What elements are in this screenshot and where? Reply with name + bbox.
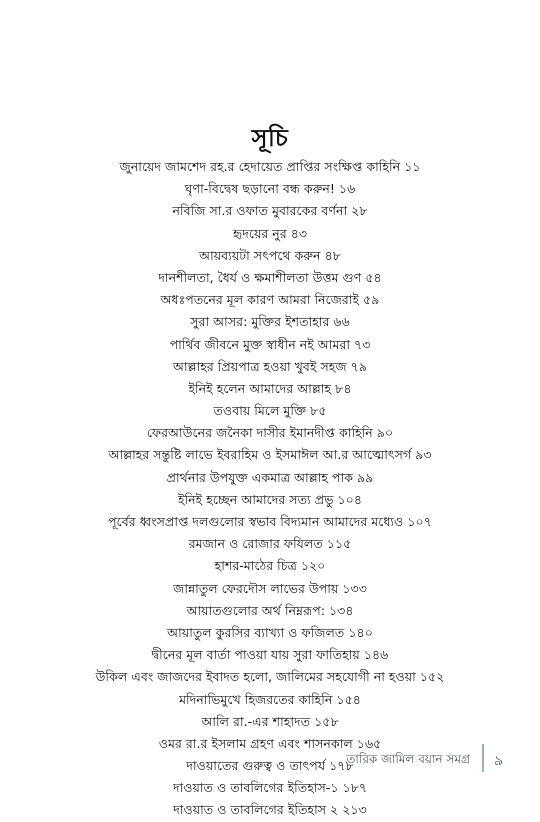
toc-entry: তওবায় মিলে মুক্তি ৮৫ <box>213 403 327 419</box>
toc-entry: প্রার্থনার উপযুক্ত একমাত্র আল্লাহ পাক ৯৯ <box>166 469 374 485</box>
toc-entry: ইনিই হলেন আমাদের আল্লাহ ৮৪ <box>188 380 352 396</box>
toc-entry: আলি রা.-এর শাহাদত ১৫৮ <box>201 713 339 729</box>
toc-entry: আয়ব্যয়টা সৎপথে করুন ৪৮ <box>199 247 341 263</box>
toc-entry: পূর্বের ধ্বংসপ্রাপ্ত দলগুলোর স্বভাব বিদ্যমান আমাদের মধ্যেও ১০৭ <box>108 514 432 529</box>
toc-entry: ফেরআউনের জনৈকা দাসীর ইমানদীপ্ত কাহিনি ৯০ <box>146 425 394 441</box>
toc-entry: নবিজি সা.র ওফাত মুবারকের বর্ণনা ২৮ <box>172 203 368 219</box>
toc-entry: দাওয়াত ও তাবলিগের ইতিহাস ২ ২১৩ <box>173 802 367 818</box>
toc-entry: হৃদয়ের নুর ৪৩ <box>232 225 308 241</box>
footer-divider <box>482 744 484 772</box>
toc-entry: জুনায়েদ জামশেদ রহ.র হেদায়েত প্রাপ্তির সংক্ষিপ্ত কাহিনি ১১ <box>119 159 421 174</box>
page-number: ৯ <box>494 753 504 769</box>
toc-entry: আল্লাহর প্রিয়পাত্র হওয়া খুবই সহজ ৭৯ <box>172 358 368 374</box>
toc-entry: রমজান ও রোজার ফযিলত ১১৫ <box>188 536 352 552</box>
toc-entry: জান্নাতুল ফেরদৌস লাভের উপায় ১৩৩ <box>173 580 367 596</box>
running-footer-title: তারিক জামিল বয়ান সমগ্র <box>346 752 470 766</box>
toc-entry: আয়াতগুলোর অর্থ নিম্নরূপ: ১৩৪ <box>186 602 354 618</box>
toc-entry: অধঃপতনের মূল কারণ আমরা নিজেরাই ৫৯ <box>160 292 380 308</box>
toc-entry: দ্বীনের মূল বার্তা পাওয়া যায় সুরা ফাতিহায় ১৪৬ <box>151 647 389 663</box>
toc-entry: দাওয়াতের গুরুত্ব ও তাৎপর্য ১৭৮ <box>186 758 354 774</box>
toc-entry: ইনিই হচ্ছেন আমাদের সত্য প্রভু ১০৪ <box>177 491 363 507</box>
toc-entry: সুরা আসর: মুক্তির ইশতাহার ৬৬ <box>190 314 350 330</box>
toc-entry: হাশর-মাঠের চিত্র ১২০ <box>214 558 326 574</box>
page-title: সূচি <box>251 124 289 152</box>
toc-entry: পার্থিব জীবনে মুক্ত স্বাধীন নই আমরা ৭৩ <box>169 336 371 352</box>
toc-entry: ঘৃণা-বিদ্বেষ ছড়ানো বন্ধ করুন! ১৬ <box>184 181 356 197</box>
toc-entry: দাওয়াত ও তাবলিগের ইতিহাস-১ ১৮৭ <box>172 780 368 796</box>
toc-entry: উকিল এবং জাজদের ইবাদত হলো, জালিমের সহযোগী না হওয়া ১৫২ <box>95 669 445 685</box>
toc-entry: ওমর রা.র ইসলাম গ্রহণ এবং শাসনকাল ১৬৫ <box>158 735 382 751</box>
toc-entry: দানশীলতা, ধৈর্য ও ক্ষমাশীলতা উত্তম গুণ ৫৪ <box>158 269 382 285</box>
toc-entry: মদিনাভিমুখে হিজরতের কাহিনি ১৫৪ <box>179 691 361 707</box>
toc-entry: আয়াতুল কুরসির ব্যাখ্যা ও ফজিলত ১৪০ <box>167 624 373 640</box>
toc-entry: আল্লাহর সন্তুষ্টি লাভে ইবরাহিম ও ইসমাঈল আ.র আত্মোৎসর্গ ৯৩ <box>108 447 432 463</box>
